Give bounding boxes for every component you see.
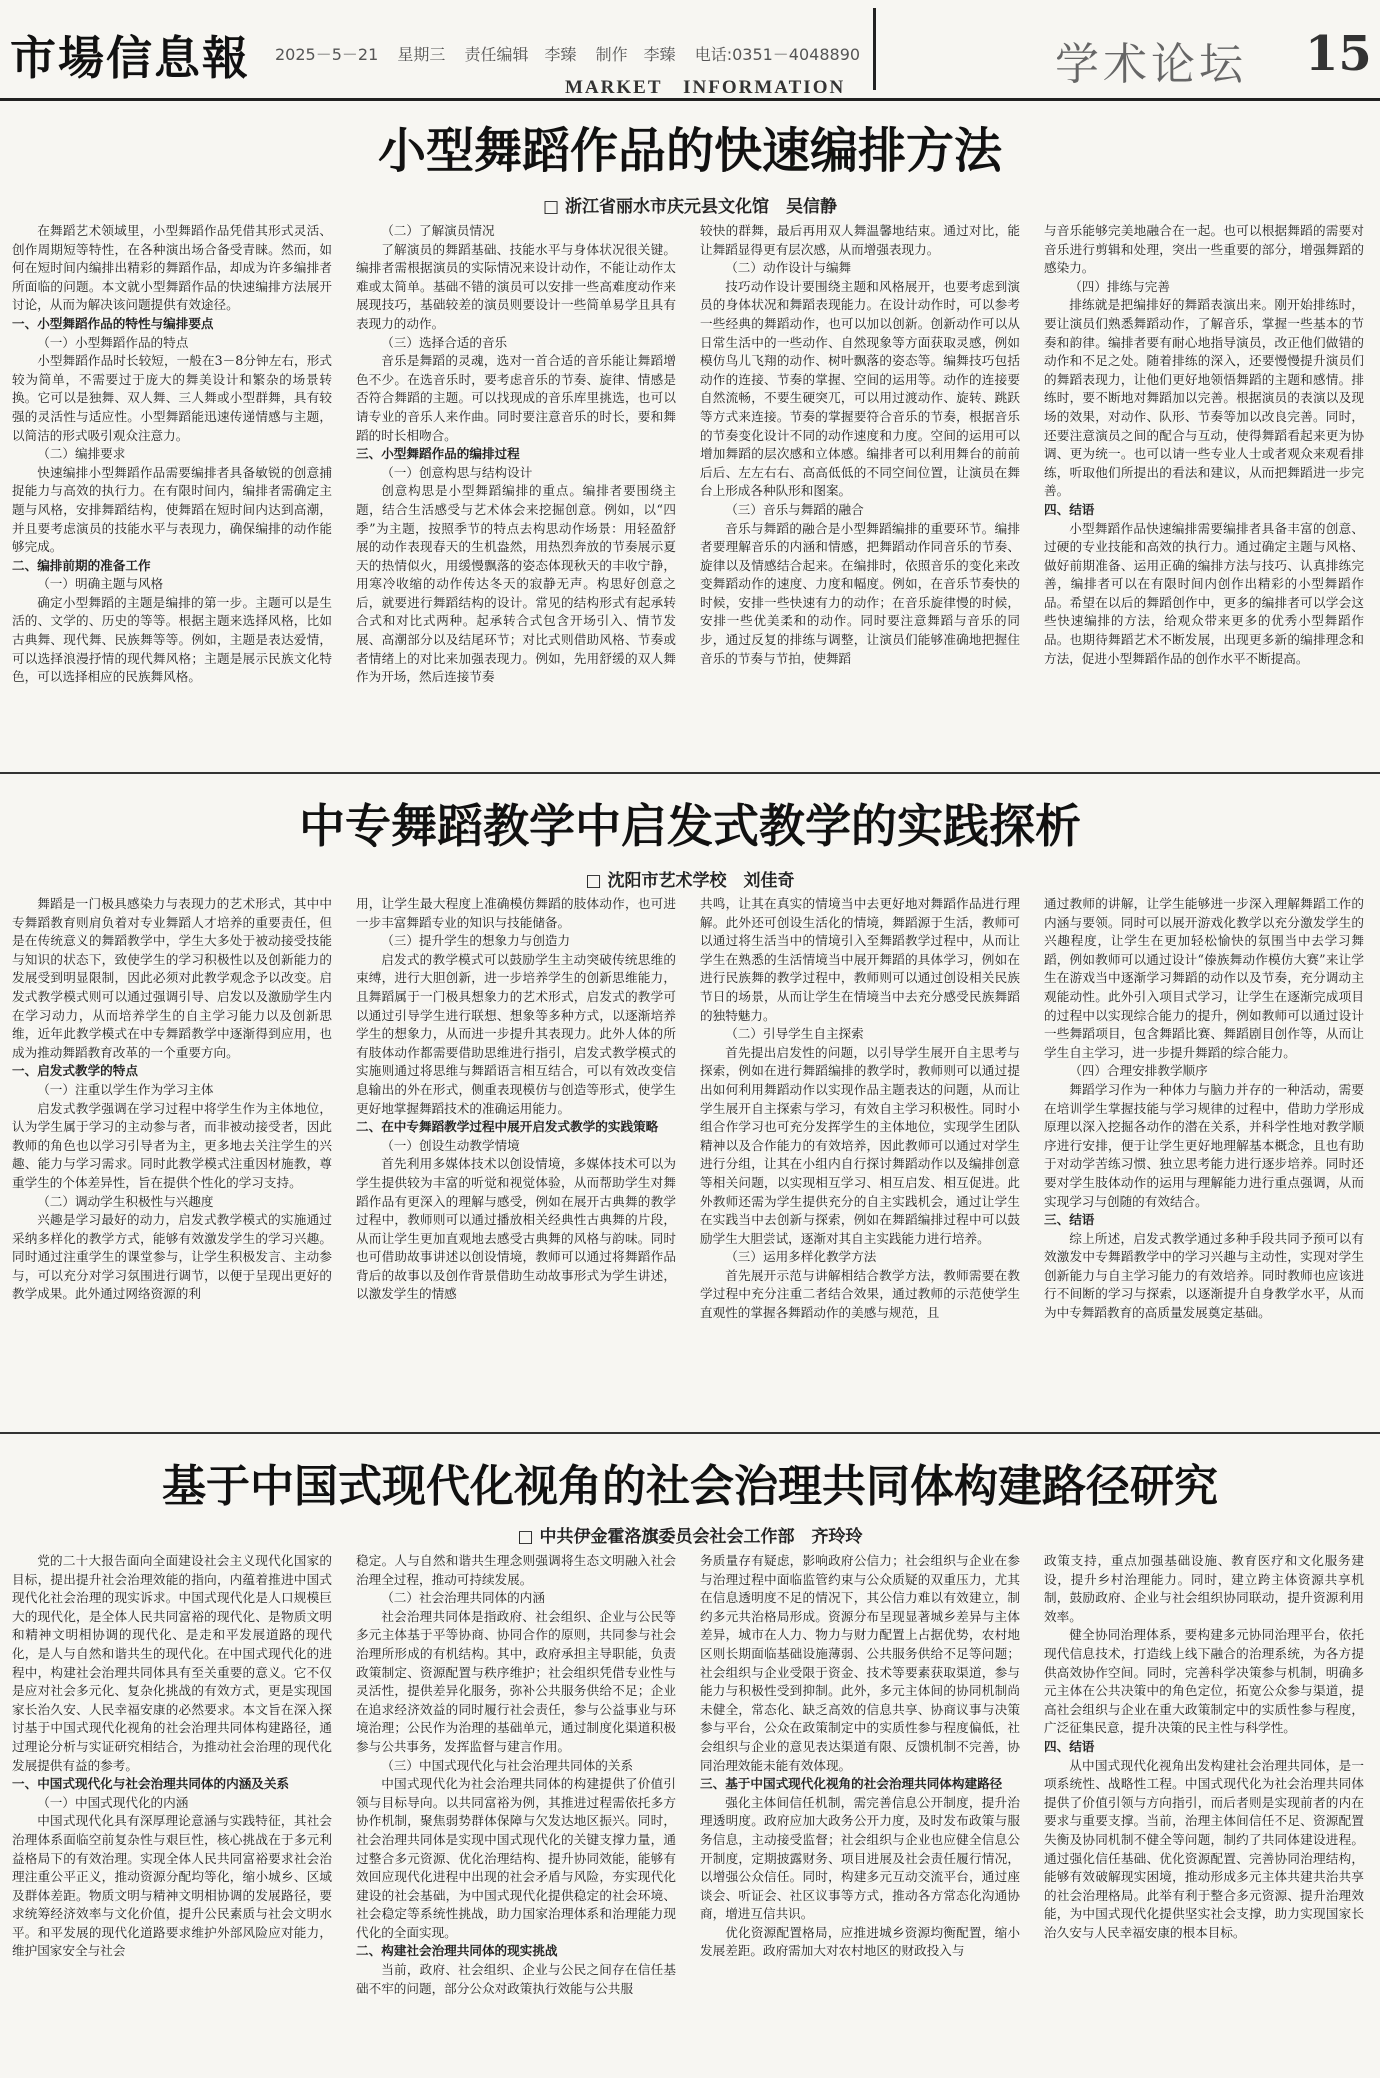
paragraph: 务质量存有疑虑，影响政府公信力；社会组织与企业在参与治理过程中面临监管约束与公众质疑的双重压力，尤其在信息透明度不足的情况下，其公信力难以有效建立，制约多元共治格局形成。资源分布呈现显著城乡差异与主体差异，城市在人力、物力与财力配置上占据优势，农村地区则长期面临基础设施薄弱、公共服务供给不足等问题；社会组织与企业受限于资金、技术等要素获取渠道，参与能力与积极性受到抑制。此外，多元主体间的协同机制尚未健全，常态化、缺乏高效的信息共享、协商议事与决策参与平台，公众在政策制定中的实质性参与程度偏低，社会组织与企业的意见表达渠道有限、反馈机制不完善，协同治理效能未能有效体现。 bbox=[700, 1553, 1020, 1773]
paragraph: 综上所述，启发式教学通过多种手段共同予预可以有效激发中专舞蹈教学中的学习兴趣与主动性，实现对学生创新能力与自主学习能力的有效培养。同时教师也应该进行不间断的学习与探索，以逐渐提升自身教学水平，从而为中专舞蹈教育的高质量发展奠定基础。 bbox=[1044, 1230, 1364, 1321]
section-heading: 一、小型舞蹈作品的特性与编排要点 bbox=[12, 315, 214, 331]
article-body bbox=[12, 222, 1364, 758]
newspaper-logo: 市場信息報 bbox=[10, 31, 250, 85]
article-title: 小型舞蹈作品的快速编排方法 bbox=[377, 123, 1002, 179]
paragraph: 从中国式现代化视角出发构建社会治理共同体，是一项系统性、战略性工程。中国式现代化为社会治理共同体提供了价值引领与方向指引，而后者则是实现前者的内在要求与重要支撑。当前，治理主体间信任不足、资源配置失衡及协同机制不健全等问题，制约了共同体建设进程。通过强化信任基础、优化资源配置、完善协同治理结构，能够有效破解现实困境，推动形成多元主体共建共治共享的社会治理格局。此举有利于整合多元资源、提升治理效能，为中国式现代化提供坚实社会支撑，助力实现国家长治久安与人民幸福安康的根本目标。 bbox=[1044, 1757, 1364, 1940]
paragraph: 当前，政府、社会组织、企业与公民之间存在信任基础不牢的问题，部分公众对政策执行效能与公共服 bbox=[356, 1962, 676, 1996]
paragraph: 确定小型舞蹈的主题是编排的第一步。主题可以是生活的、文学的、历史的等等。根据主题来选择风格，比如古典舞、现代舞、民族舞等等。例如，主题是表达爱情，可以选择浪漫抒情的现代舞风格；主题是展示民族文化特色，可以选择相应的民族舞风格。 bbox=[12, 594, 332, 685]
masthead-divider bbox=[873, 8, 876, 90]
subsection-heading: （一）明确主题与风格 bbox=[37, 576, 164, 592]
paragraph: 首先展开示范与讲解相结合教学方法，教师需要在教学过程中充分注重二者结合效果，通过教师的示范使学生直观性的掌握各舞蹈动作的美感与规范，且 bbox=[700, 1267, 1020, 1321]
paragraph: 在舞蹈艺术领域里，小型舞蹈作品凭借其形式灵活、创作周期短等特性，在各种演出场合备受青睐。然而，如何在短时间内编排出精彩的舞蹈作品，却成为许多编排者所面临的问题。本文就小型舞蹈作品的快速编排方法展开讨论，从而为解决该问题提供有效途径。 bbox=[12, 223, 332, 313]
paragraph: 政策支持，重点加强基础设施、教育医疗和文化服务建设，提升乡村治理能力。同时，建立跨主体资源共享机制，鼓励政府、企业与社会组织协同联动，提升资源利用效率。 bbox=[1044, 1553, 1364, 1624]
paragraph: 社会治理共同体是指政府、社会组织、企业与公民等多元主体基于平等协商、协同合作的原则，共同参与社会治理所形成的有机结构。其中，政府承担主导职能，负责政策制定、资源配置与秩序维护；社会组织凭借专业性与灵活性，提供差异化服务，弥补公共服务供给不足；企业在追求经济效益的同时履行社会责任，参与公益事业与环境治理；公民作为治理的基础单元，通过制度化渠道积极参与公共事务，发挥监督与建言作用。 bbox=[356, 1608, 676, 1754]
issue-date: 2025－5－21 bbox=[275, 45, 379, 64]
paragraph: 中国式现代化具有深厚理论意涵与实践特征，其社会治理体系面临空前复杂性与艰巨性，核心挑战在于多元利益格局下的有效治理。实现全体人民共同富裕要求社会治理注重公平正义，推动资源分配均等化，缩小城乡、区域及群体差距。物质文明与精神文明相协调的发展路径，要求统筹经济效率与文化价值，提升公民素质与社会文明水平。和平发展的现代化道路要求维护外部风险应对能力，维护国家安全与社会 bbox=[12, 1813, 332, 1959]
article-title: 中专舞蹈教学中启发式教学的实践探析 bbox=[299, 799, 1081, 853]
paragraph: 首先提出启发性的问题，以引导学生展开自主思考与探索，例如在进行舞蹈编排的教学时，教师则可以通过提出如何利用舞蹈动作以实现作品主题表达的问题，从而让学生展开自主探索与学习，有效自主学习积极性。同时小组合作学习也可充分发挥学生的主体地位，实现学生团队精神以及合作能力的有效培养，因此教师可以通过对学生进行分组，让其在小组内自行探讨舞蹈动作以及编排创意等相关问题，以实现相互学习、相互启发、相互促进。此外教师还需为学生提供充分的自主实践机会，通过让学生在实践当中去创新与探索，例如在舞蹈编排过程中可以鼓励学生大胆尝试，逐渐对其自主实践能力进行培养。 bbox=[700, 1044, 1020, 1246]
paragraph: 与音乐能够完美地融合在一起。也可以根据舞蹈的需要对音乐进行剪辑和处理，突出一些重要的部分，增强舞蹈的感染力。 bbox=[1044, 223, 1364, 276]
subsection-heading: （一）创设生动教学情境 bbox=[381, 1137, 520, 1153]
paragraph: 较快的群舞，最后再用双人舞温馨地结束。通过对比，能让舞蹈显得更有层次感，从而增强表现力。 bbox=[700, 223, 1020, 257]
subsection-heading: （三）选择合适的音乐 bbox=[381, 334, 508, 350]
paragraph: 优化资源配置格局，应推进城乡资源均衡配置，缩小发展差距。政府需加大对农村地区的财政投入与 bbox=[700, 1924, 1020, 1959]
english-title: MARKET INFORMATION bbox=[565, 77, 846, 98]
issue-phone: 电话:0351－4048890 bbox=[694, 45, 861, 64]
subsection-heading: （二）引导学生自主探索 bbox=[725, 1026, 864, 1042]
article-body bbox=[12, 1552, 1364, 2072]
article-byline: □ 沈阳市艺术学校 刘佳奇 bbox=[585, 871, 795, 891]
paragraph: 通过教师的讲解，让学生能够进一步深入理解舞蹈工作的内涵与要领。同时可以展开游戏化教学以充分激发学生的兴趣程度，让学生在更加轻松愉快的氛围当中去学习舞蹈，例如教师可以通过设计“傣族舞动作模仿大赛”来让学生在游戏当中逐渐学习舞蹈的动作以及节奏，充分调动主观能动性。此外引入项目式学习，让学生在逐渐完成项目的过程中以实现综合能力的提升，例如教师可以通过设计一些舞蹈项目，包含舞蹈比赛、舞蹈剧目创作等，从而让学生自主学习，进一步提升舞蹈的综合能力。 bbox=[1044, 896, 1364, 1060]
paragraph: 小型舞蹈作品时长较短，一般在3－8分钟左右，形式较为简单，不需要过于庞大的舞美设计和繁杂的场景转换。它可以是独舞、双人舞、三人舞或小型群舞，具有较强的灵活性与适应性。小型舞蹈能迅速传递情感与主题，以简洁的形式吸引观众注意力。 bbox=[12, 353, 332, 443]
paragraph: 音乐与舞蹈的融合是小型舞蹈编排的重要环节。编排者要理解音乐的内涵和情感，把舞蹈动作同音乐的节奏、旋律以及情感结合起来。在编排时，依照音乐的变化来改变舞蹈动作的速度、力度和幅度。例如，在音乐节奏快的时候，安排一些快速有力的动作；在音乐旋律慢的时候，安排一些优美柔和的动作。同时要注意舞蹈与音乐的同步，通过反复的排练与调整，让演员们能够准确地把握住音乐的节奏与节拍，使舞蹈 bbox=[700, 520, 1020, 666]
section-title: 学术论坛 bbox=[1055, 39, 1247, 90]
section-heading: 三、结语 bbox=[1044, 1212, 1095, 1228]
article-column bbox=[1044, 222, 1364, 758]
page-number: 15 bbox=[1305, 26, 1372, 82]
subsection-heading: （一）创意构思与结构设计 bbox=[381, 464, 533, 480]
article-column bbox=[12, 222, 332, 758]
article-column bbox=[12, 895, 332, 1420]
paragraph: 创意构思是小型舞蹈编排的重点。编排者要围绕主题，结合生活感受与艺术体会来挖掘创意。例如，以“四季”为主题，按照季节的特点去构思动作场景：用轻盈舒展的动作表现春天的生机盎然，用热烈奔放的节奏展示夏天的热情似火，用缓慢飘落的姿态体现秋天的丰收宁静，用寒冷收缩的动作传达冬天的寂静无声。构思好创意之后，就要进行舞蹈结构的设计。常见的结构形式有起承转合式和对比式两种。起承转合式包含开场引入、情节发展、高潮部分以及结尾环节；对比式则借助风格、节奏或者情绪上的对比来加强表现力。例如，先用舒缓的双人舞作为开场，然后连接节奏 bbox=[356, 483, 676, 685]
paragraph: 首先利用多媒体技术以创设情境，多媒体技术可以为学生提供较为丰富的听觉和视觉体验，从而帮助学生对舞蹈作品有更深入的理解与感受，例如在展开古典舞的教学过程中，教师则可以通过播放相关经典性古典舞的片段，从而让学生更加直观地去感受古典舞的风格与韵味。同时也可借助故事讲述以创设情境，教师可以通过将舞蹈作品背后的故事以及创作背景借助生动故事形式为学生讲述，以激发学生的情感 bbox=[356, 1156, 676, 1302]
section-heading: 三、小型舞蹈作品的编排过程 bbox=[356, 446, 520, 462]
article-divider bbox=[0, 772, 1380, 774]
subsection-heading: （三）音乐与舞蹈的融合 bbox=[725, 501, 864, 517]
paragraph: 启发式教学强调在学习过程中将学生作为主体地位，认为学生属于学习的主动参与者，而非被动接受者，因此教师的角色也以学习引导者为主，更多地去关注学生的兴趣、能力与学习需求。同时此教学模式注重因材施教，尊重学生的个体差异性，旨在提供个性化的学习支持。 bbox=[12, 1100, 332, 1190]
paragraph: 技巧动作设计要围绕主题和风格展开，也要考虑到演员的身体状况和舞蹈表现能力。在设计动作时，可以参考一些经典的舞蹈动作，也可以加以创新。创新动作可以从日常生活中的一些动作、自然现象等方面获取灵感，例如模仿鸟儿飞翔的动作、树叶飘落的姿态等。编舞技巧包括动作的连接、节奏的掌握、空间的运用等。动作的连接要自然流畅，不要生硬突兀，可以用过渡动作、旋转、跳跃等方式来连接。节奏的掌握要符合音乐的节奏，根据音乐的节奏变化设计不同的动作速度和力度。空间的运用可以增加舞蹈的层次感和立体感。编排者可以利用舞台的前前后后、左左右右、高高低低的不同空间位置，让演员在舞台上形成各种队形和图案。 bbox=[700, 278, 1020, 499]
article-byline: □ 中共伊金霍洛旗委员会社会工作部 齐玲玲 bbox=[517, 1527, 863, 1547]
subsection-heading: （一）中国式现代化的内涵 bbox=[37, 1794, 189, 1810]
subsection-heading: （四）合理安排教学顺序 bbox=[1069, 1063, 1208, 1079]
article-column bbox=[1044, 1552, 1364, 2072]
article-column bbox=[356, 895, 676, 1420]
paragraph: 稳定。人与自然和谐共生理念则强调将生态文明融入社会治理全过程，推动可持续发展。 bbox=[356, 1553, 676, 1587]
article-column bbox=[700, 222, 1020, 758]
section-heading: 二、编排前期的准备工作 bbox=[12, 557, 151, 573]
subsection-heading: （一）注重以学生作为学习主体 bbox=[37, 1081, 214, 1097]
section-heading: 三、基于中国式现代化视角的社会治理共同体构建路径 bbox=[700, 1776, 1003, 1792]
subsection-heading: （二）社会治理共同体的内涵 bbox=[381, 1590, 545, 1606]
section-heading: 一、启发式教学的特点 bbox=[12, 1063, 138, 1079]
subsection-heading: （二）了解演员情况 bbox=[381, 223, 495, 238]
paragraph: 快速编排小型舞蹈作品需要编排者具备敏锐的创意捕捉能力与高效的执行力。在有限时间内，编排者需确定主题与风格，安排舞蹈结构，使舞蹈在短时间内达到高潮，并且要考虑演员的技能水平与表现力，确保编排的动作能够完成。 bbox=[12, 464, 332, 555]
paragraph: 兴趣是学习最好的动力，启发式教学模式的实施通过采纳多样化的教学方式，能够有效激发学生的学习兴趣。同时通过注重学生的课堂参与，让学生积极发言、主动参与，可以充分对学习氛围进行调节，以便于呈现出更好的教学成果。此外通过网络资源的利 bbox=[12, 1212, 332, 1302]
issue-meta bbox=[275, 42, 874, 65]
subsection-heading: （一）小型舞蹈作品的特点 bbox=[37, 334, 189, 350]
section-heading: 二、在中专舞蹈教学过程中展开启发式教学的实践策略 bbox=[356, 1119, 659, 1135]
section-heading: 四、结语 bbox=[1044, 1738, 1095, 1754]
section-heading: 二、构建社会治理共同体的现实挑战 bbox=[356, 1943, 558, 1959]
paragraph: 健全协同治理体系，要构建多元协同治理平台，依托现代信息技术，打造线上线下融合的治理系统，为各方提供高效协作空间。同时，完善科学决策参与机制，明确多元主体在公共决策中的角色定位，拓宽公众参与渠道，提高社会组织与企业在重大政策制定中的实质性参与程度，广泛征集民意，提升决策的民主性与科学性。 bbox=[1044, 1627, 1364, 1736]
article-title: 基于中国式现代化视角的社会治理共同体构建路径研究 bbox=[162, 1461, 1218, 1512]
article-divider bbox=[0, 1432, 1380, 1434]
article-column bbox=[356, 1552, 676, 2072]
section-heading: 一、中国式现代化与社会治理共同体的内涵及关系 bbox=[12, 1776, 290, 1792]
article-body bbox=[12, 895, 1364, 1420]
subsection-heading: （三）中国式现代化与社会治理共同体的关系 bbox=[381, 1757, 634, 1773]
article-column bbox=[1044, 895, 1364, 1420]
article-column bbox=[12, 1552, 332, 2072]
paragraph: 用，让学生最大程度上准确模仿舞蹈的肢体动作，也可进一步丰富舞蹈专业的知识与技能储备。 bbox=[356, 896, 676, 930]
subsection-heading: （二）动作设计与编舞 bbox=[725, 260, 852, 276]
subsection-heading: （四）排练与完善 bbox=[1069, 278, 1170, 294]
paragraph: 共鸣，让其在真实的情境当中去更好地对舞蹈作品进行理解。此外还可创设生活化的情境，舞蹈源于生活，教师可以通过将生活当中的情境引入至舞蹈教学过程中，从而让学生在熟悉的生活情境当中展开舞蹈的具体学习，例如在进行民族舞的教学过程中，教师则可以通过创设相关民族节日的场景，从而让学生在情境当中去充分感受民族舞蹈的独特魅力。 bbox=[700, 896, 1020, 1023]
subsection-heading: （二）调动学生积极性与兴趣度 bbox=[37, 1193, 214, 1209]
issue-weekday: 星期三 bbox=[397, 45, 446, 64]
subsection-heading: （二）编排要求 bbox=[37, 446, 126, 462]
paragraph: 党的二十大报告面向全面建设社会主义现代化国家的目标，提出提升社会治理效能的指向，内蕴着推进中国式现代化社会治理的现实诉求。中国式现代化是人口规模巨大的现代化，是全体人民共同富裕的现代化、是物质文明和精神文明相协调的现代化、是走和平发展道路的现代化，是人与自然和谐共生的现代化。在中国式现代化的进程中，构建社会治理共同体具有至关重要的意义。它不仅是应对社会多元化、复杂化挑战的有效方式，更是实现国家长治久安、人民幸福安康的必然要求。本文旨在深入探讨基于中国式现代化视角的社会治理共同体构建路径，通过理论分析与实证研究相结合，为推动社会治理的现代化发展提供有益的参考。 bbox=[12, 1553, 332, 1773]
paragraph: 中国式现代化为社会治理共同体的构建提供了价值引领与目标导向。以共同富裕为例，其推进过程需依托多方协作机制，聚焦弱势群体保障与欠发达地区振兴。同时，社会治理共同体是实现中国式现代化的关键支撑力量，通过整合多元资源、优化治理结构、提升协同效能，能够有效回应现代化进程中出现的社会矛盾与风险，夯实现代化建设的社会基础，为中国式现代化提供稳定的社会环境、社会稳定等系统性挑战，助力国家治理体系和治理能力现代化的全面实现。 bbox=[356, 1776, 676, 1940]
masthead bbox=[0, 0, 1380, 100]
article-column bbox=[700, 895, 1020, 1420]
paragraph: 强化主体间信任机制，需完善信息公开制度，提升治理透明度。政府应加大政务公开力度，及时发布政策与服务信息，主动接受监督；社会组织与企业也应健全信息公开制度，定期披露财务、项目进展及社会责任履行情况，以增强公众信任。同时，构建多元互动交流平台，通过座谈会、听证会、社区议事等方式，推动各方常态化沟通协商，增进互信共识。 bbox=[700, 1794, 1020, 1922]
article-column bbox=[700, 1552, 1020, 2072]
paragraph: 小型舞蹈作品快速编排需要编排者具备丰富的创意、过硬的专业技能和高效的执行力。通过确定主题与风格、做好前期准备、运用正确的编排方法与技巧、认真排练完善，编排者可以在有限时间内创作出精彩的小型舞蹈作品。希望在以后的舞蹈创作中，更多的编排者可以学会这些快速编排的方法，给观众带来更多的优秀小型舞蹈作品。也期待舞蹈艺术不断发展，出现更多新的编排理念和方法，促进小型舞蹈作品的创作水平不断提高。 bbox=[1044, 520, 1364, 666]
paragraph: 舞蹈是一门极具感染力与表现力的艺术形式，其中中专舞蹈教育则肩负着对专业舞蹈人才培养的重要责任，但是在传统意义的舞蹈教学中，学生大多处于被动接受技能与知识的状态下，致使学生的学习积极性以及创新能力的发展受到明显限制，因此必须对此教学观念予以改变。启发式教学模式则可以通过强调引导、启发以及激励学生内在学习动力，从而培养学生的自主学习能力以及创新思维，近年此教学模式在中专舞蹈教学中逐渐得到应用，也成为推动舞蹈教育改革的一个重要方向。 bbox=[12, 896, 332, 1060]
masthead-rule bbox=[0, 98, 1380, 101]
paragraph: 了解演员的舞蹈基础、技能水平与身体状况很关键。编排者需根据演员的实际情况来设计动作，不能让动作太难或太简单。基础不错的演员可以安排一些高难度动作来展现技巧，基础较差的演员则要设计一些简单易学且具有表现力的动作。 bbox=[356, 241, 676, 331]
paragraph: 启发式的教学模式可以鼓励学生主动突破传统思维的束缚，进行大胆创新，进一步培养学生的创新思维能力，且舞蹈属于一门极具想象力的艺术形式，启发式的教学可以通过引导学生进行联想、想象等多种方式，以逐渐培养学生的想象力，从而进一步提升其表现力。此外人体的所有肢体动作都需要借助思维进行指引，启发式教学模式的实施则通过将思维与舞蹈语言相互结合，可以有效改变信息输出的外在形式，侧重表现模仿与创造等形式，使学生更好地掌握舞蹈技术的准确运用能力。 bbox=[356, 951, 676, 1116]
paragraph: 音乐是舞蹈的灵魂，选对一首合适的音乐能让舞蹈增色不少。在选音乐时，要考虑音乐的节奏、旋律、情感是否符合舞蹈的主题。可以找现成的音乐库里挑选，也可以请专业的音乐人来作曲。同时要注意音乐的时长，要和舞蹈的时长相吻合。 bbox=[356, 353, 676, 443]
section-heading: 四、结语 bbox=[1044, 501, 1095, 517]
article-column bbox=[356, 222, 676, 758]
subsection-heading: （三）提升学生的想象力与创造力 bbox=[381, 933, 571, 949]
issue-producer: 制作 李臻 bbox=[595, 45, 676, 64]
article-byline: □ 浙江省丽水市庆元县文化馆 吴信静 bbox=[543, 197, 837, 217]
paragraph: 舞蹈学习作为一种体力与脑力并存的一种活动，需要在培训学生掌握技能与学习规律的过程中，借助力学形成原理以深入挖掘各动作的潜在关系，并科学性地对教学顺序进行安排，便于让学生更好地理解基本概念，且也有助于对动学苦练习惯、独立思考能力进行逐步培养。同时还要对学生肢体动作的运用与理解能力进行重点强调，从而实现学习与创随的有效结合。 bbox=[1044, 1081, 1364, 1209]
issue-editor: 责任编辑 李臻 bbox=[464, 45, 577, 64]
subsection-heading: （三）运用多样化教学方法 bbox=[725, 1249, 877, 1265]
paragraph: 排练就是把编排好的舞蹈表演出来。刚开始排练时，要让演员们熟悉舞蹈动作，了解音乐，掌握一些基本的节奏和韵律。编排者要有耐心地指导演员，改正他们做错的动作和不足之处。随着排练的深入，还要慢慢提升演员们的舞蹈表现力，让他们更好地领悟舞蹈的主题和感情。排练时，要不断地对舞蹈加以完善。根据演员的表演以及现场的效果，对动作、队形、节奏等加以改良完善。同时，还要注意演员之间的配合与互动，使得舞蹈看起来更为协调、更为统一。也可以请一些专业人士或者观众来观看排练，听取他们所提出的看法和建议，从而把舞蹈进一步完善。 bbox=[1044, 297, 1364, 499]
